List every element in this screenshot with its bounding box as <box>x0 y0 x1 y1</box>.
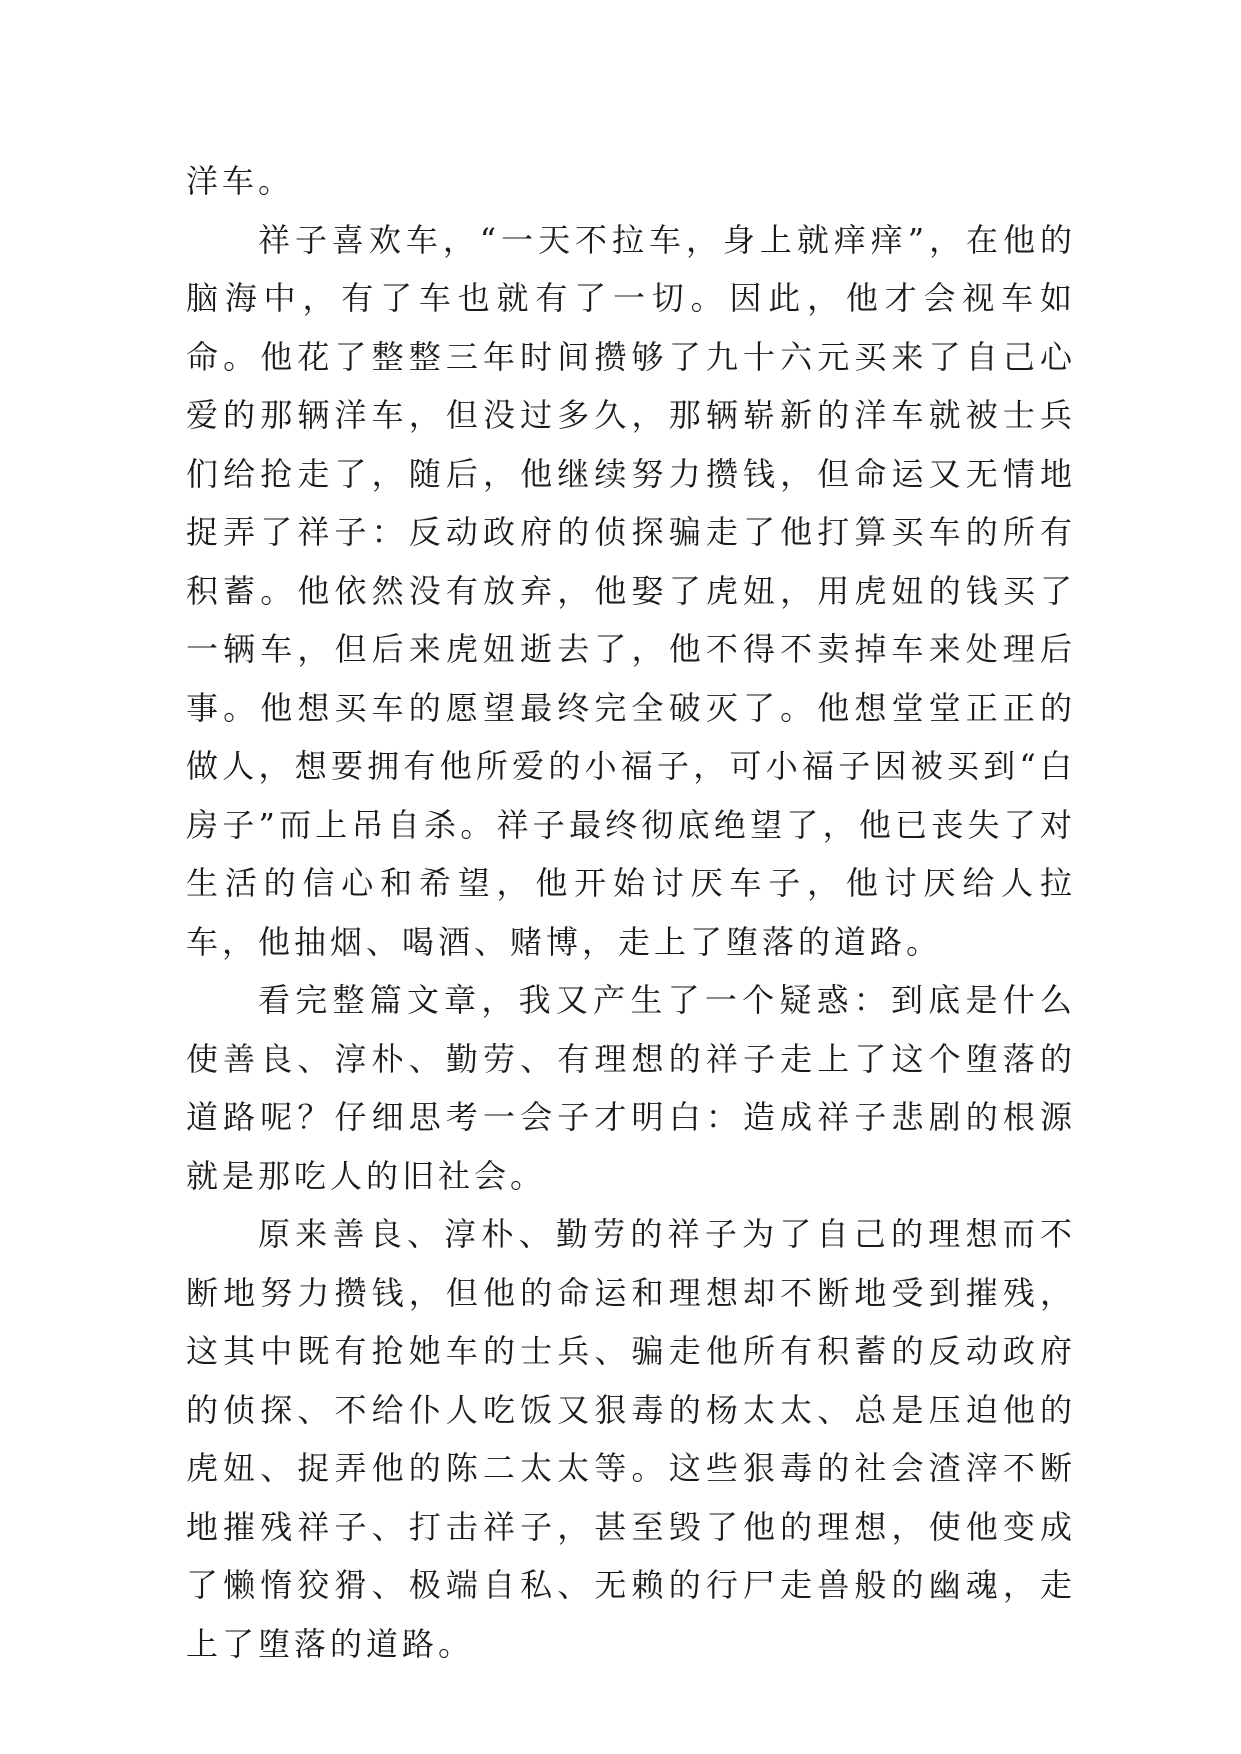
paragraph-4: 原来善良、淳朴、勤劳的祥子为了自己的理想而不断地努力攒钱，但他的命运和理想却不断地受到摧残，这其中既有抢她车的士兵、骗走他所有积蓄的反动政府的侦探、不给仆人吃饭又狠毒的杨太太、总是压迫他的虎妞、捉弄他的陈二太太等。这些狠毒的社会渣滓不断地摧残祥子、打击祥子，甚至毁了他的理想，使他变成了懒惰狡猾、极端自私、无赖的行尸走兽般的幽魂，走上了堕落的道路。 <box>186 1215 1076 1663</box>
paragraph-2: 祥子喜欢车，“一天不拉车，身上就痒痒”，在他的脑海中，有了车也就有了一切。因此，他才会视车如命。他花了整整三年时间攒够了九十六元买来了自己心爱的那辆洋车，但没过多久，那辆崭新的洋车就被士兵们给抢走了，随后，他继续努力攒钱，但命运又无情地捉弄了祥子：反动政府的侦探骗走了他打算买车的所有积蓄。他依然没有放弃，他娶了虎妞，用虎妞的钱买了一辆车，但后来虎妞逝去了，他不得不卖掉车来处理后事。他想买车的愿望最终完全破灭了。他想堂堂正正的做人，想要拥有他所爱的小福子，可小福子因被买到“白房子”而上吊自杀。祥子最终彻底绝望了，他已丧失了对生活的信心和希望，他开始讨厌车子，他讨厌给人拉车，他抽烟、喝酒、赌博，走上了堕落的道路。 <box>186 220 1076 961</box>
body-text <box>186 152 1076 1673</box>
paragraph-3: 看完整篇文章，我又产生了一个疑惑：到底是什么使善良、淳朴、勤劳、有理想的祥子走上了这个堕落的道路呢？仔细思考一会子才明白：造成祥子悲剧的根源就是那吃人的旧社会。 <box>186 981 1076 1195</box>
paragraph-1: 洋车。 <box>186 162 295 200</box>
